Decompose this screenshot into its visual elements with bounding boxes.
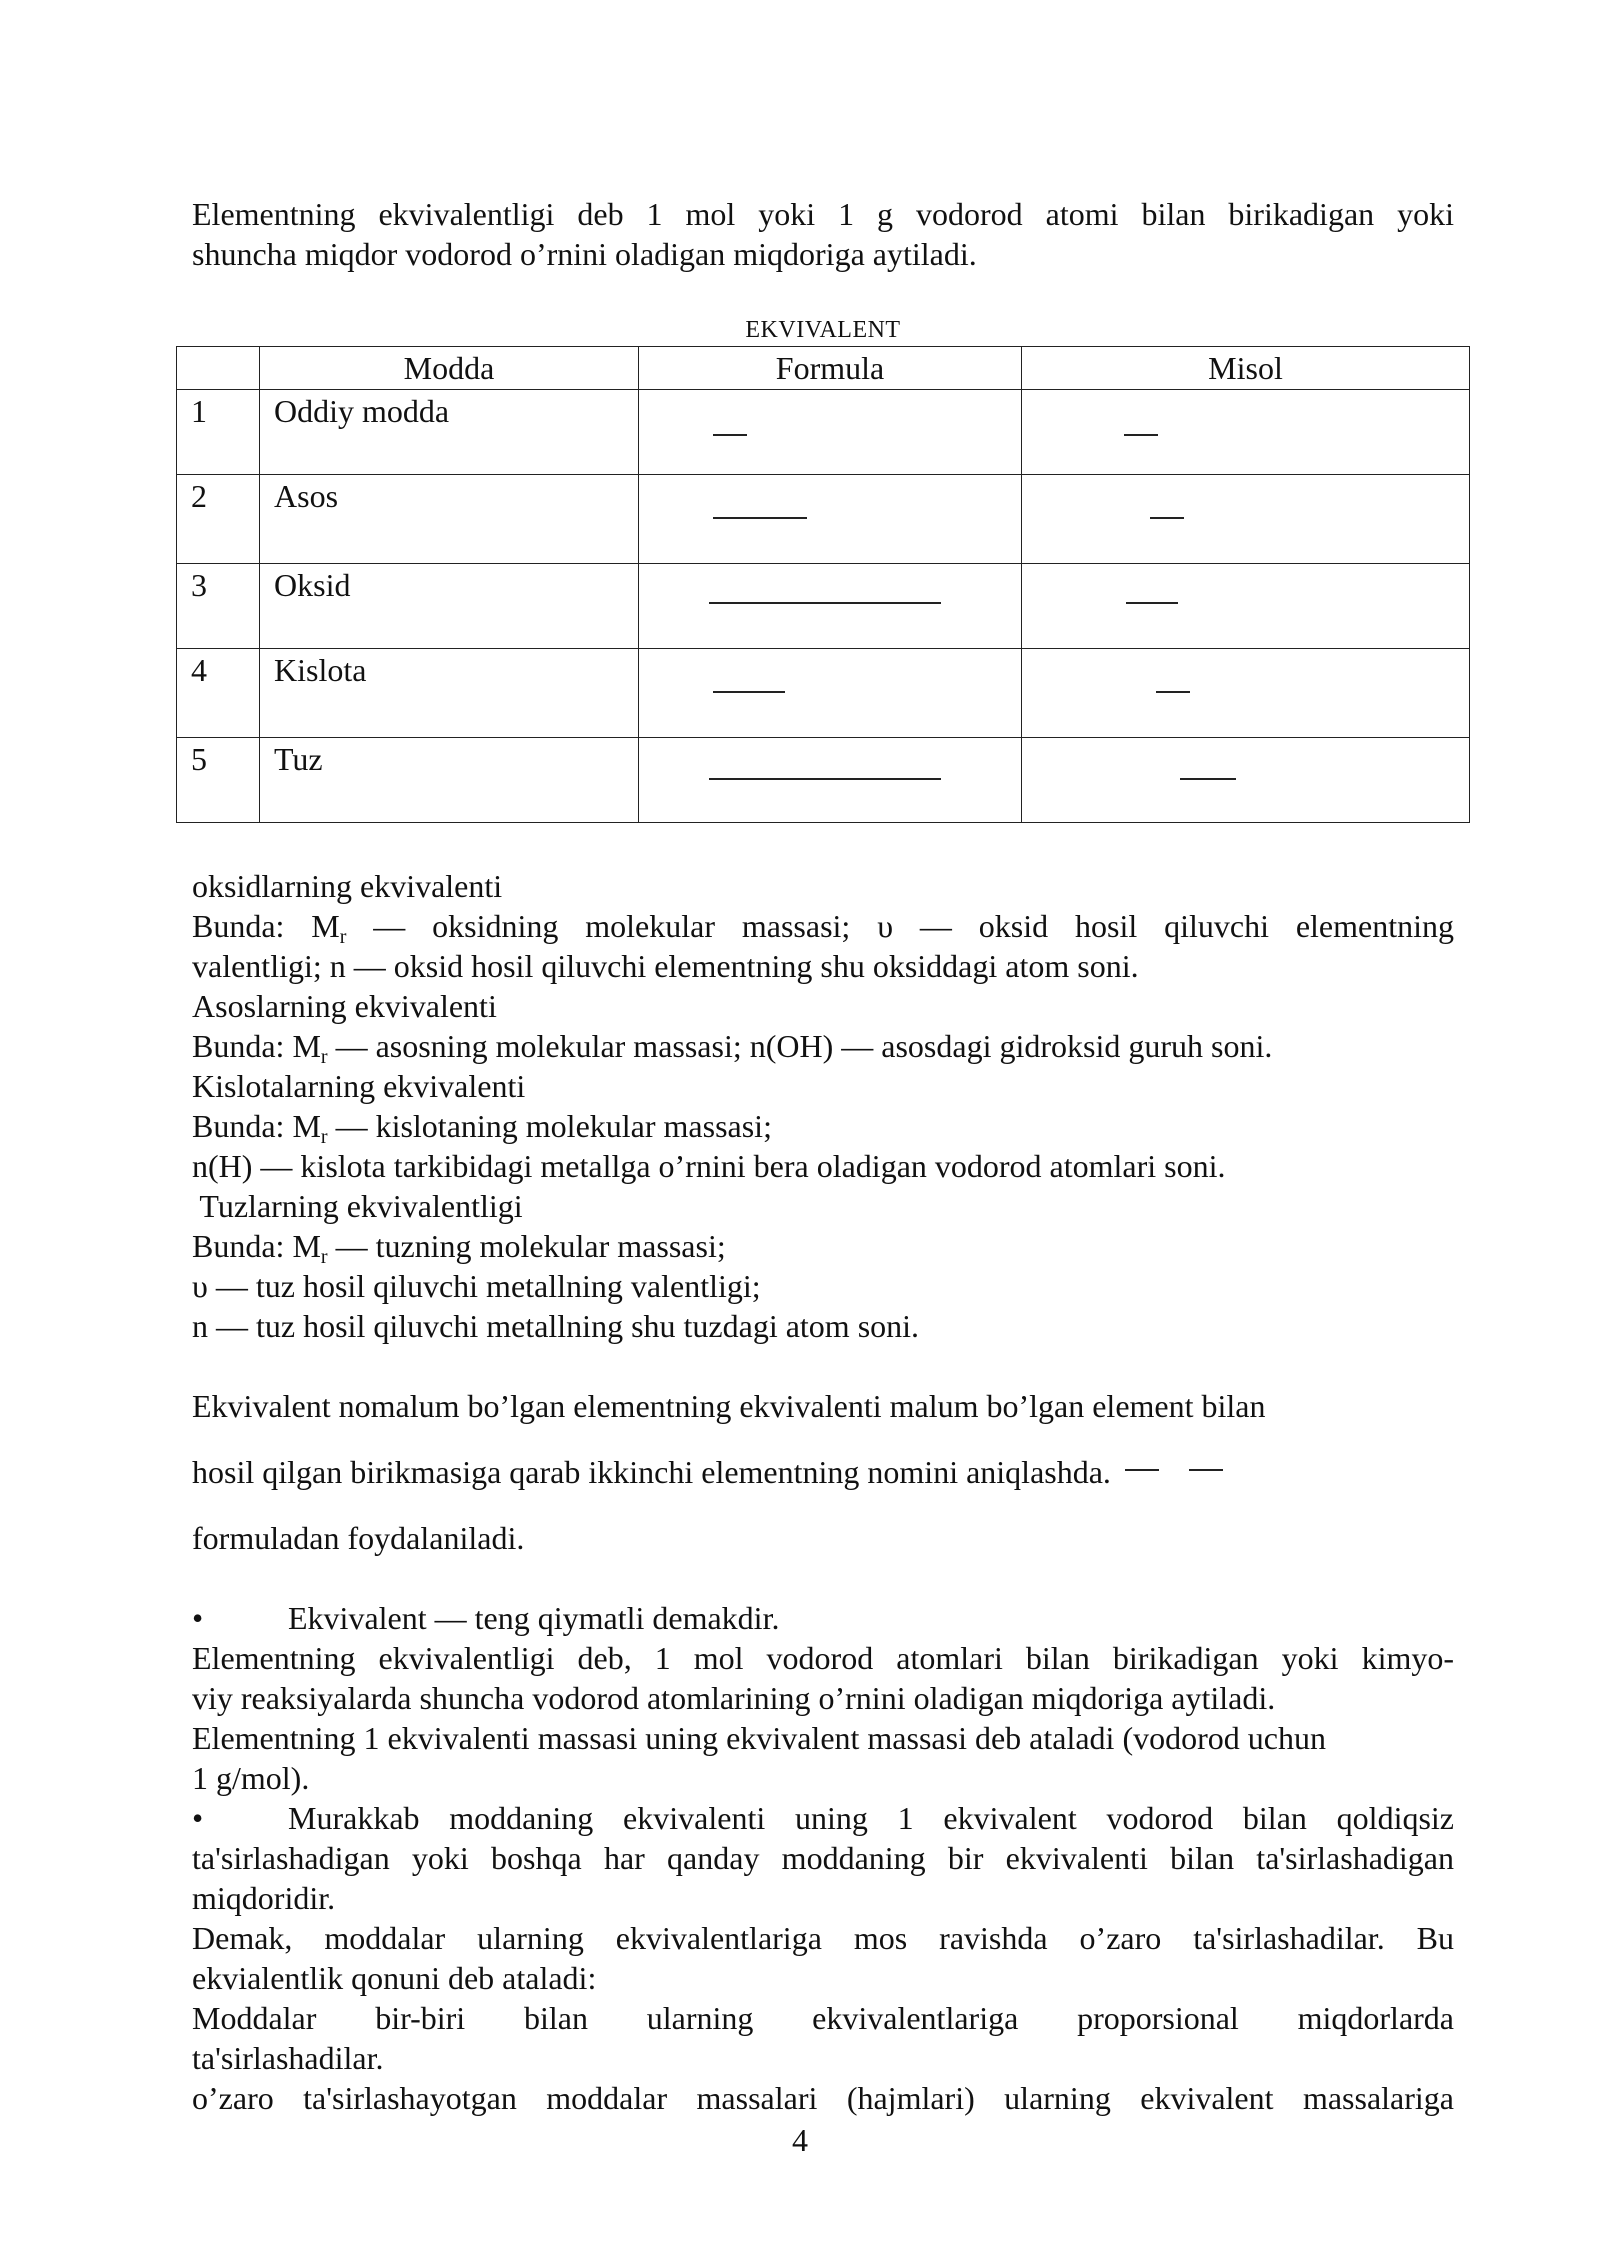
formula-blank xyxy=(713,691,785,693)
table-caption: EKVIVALENT xyxy=(745,317,901,343)
definition-p4-line-2: ta'sirlashadilar. xyxy=(192,2040,384,2076)
header-example: Misol xyxy=(1022,347,1470,390)
row-num: 5 xyxy=(177,738,260,823)
table-row xyxy=(177,738,1470,823)
row-num: 2 xyxy=(177,475,260,564)
formula-blank xyxy=(1189,1469,1223,1471)
bullet-icon: • xyxy=(192,1600,204,1636)
definition-bullet-2-line-3: miqdoridir. xyxy=(192,1880,336,1916)
table-row xyxy=(177,475,1470,564)
row-substance: Oksid xyxy=(260,564,639,649)
salt-line-3: n — tuz hosil qiluvchi metallning shu tuzdagi atom soni. xyxy=(192,1308,920,1344)
definition-p1-line-1: Elementning ekvivalentligi deb, 1 mol vodorod atomlari bilan birikadigan yoki kimyo- xyxy=(192,1640,1454,1676)
bullet-icon: • xyxy=(192,1800,204,1836)
page-number: 4 xyxy=(792,2122,808,2158)
formula-blank xyxy=(1125,1469,1159,1471)
header-num xyxy=(177,347,260,390)
definition-p4-line-1: Moddalar bir-biri bilan ularning ekvivalentlariga proporsional miqdorlarda xyxy=(192,2000,1454,2036)
row-substance: Kislota xyxy=(260,649,639,738)
formula-cell xyxy=(639,390,1022,475)
definition-p1-line-2: viy reaksiyalarda shuncha vodorod atomlarining o’rnini oladigan miqdoriga aytiladi. xyxy=(192,1680,1276,1716)
equivalent-table xyxy=(176,346,1470,823)
acid-line-2: n(H) — kislota tarkibidagi metallga o’rnini bera oladigan vodorod atomlari soni. xyxy=(192,1148,1226,1184)
definition-bullet-1: • Ekvivalent — teng qiymatli demakdir. xyxy=(192,1600,780,1636)
definition-p2-line-1: Elementning 1 ekvivalenti massasi uning ekvivalent massasi deb ataladi (vodorod uchun xyxy=(192,1720,1326,1756)
table-row xyxy=(177,564,1470,649)
unknown-line-1: Ekvivalent nomalum bo’lgan elementning ekvivalenti malum bo’lgan element bilan xyxy=(192,1388,1266,1424)
example-cell xyxy=(1022,475,1470,564)
table-row xyxy=(177,649,1470,738)
definition-bullet-2-line-1: • Murakkab moddaning ekvivalenti uning 1 ekvivalent vodorod bilan qoldiqsiz xyxy=(192,1800,1454,1836)
base-line: Bunda: Mr — asosning molekular massasi; n(OH) — asosdagi gidroksid guruh soni. xyxy=(192,1028,1273,1068)
row-num: 1 xyxy=(177,390,260,475)
intro-line-2: shuncha miqdor vodorod o’rnini oladigan miqdoriga aytiladi. xyxy=(192,236,977,272)
definition-p3-line-1: Demak, moddalar ularning ekvivalentlariga mos ravishda o’zaro ta'sirlashadilar. Bu xyxy=(192,1920,1454,1956)
base-title: Asoslarning ekvivalenti xyxy=(192,988,497,1024)
acid-line-1: Bunda: Mr — kislotaning molekular massasi; xyxy=(192,1108,772,1148)
definition-p2-line-2: 1 g/mol). xyxy=(192,1760,310,1796)
formula-cell xyxy=(639,649,1022,738)
example-cell xyxy=(1022,738,1470,823)
example-cell xyxy=(1022,390,1470,475)
row-num: 4 xyxy=(177,649,260,738)
acid-title: Kislotalarning ekvivalenti xyxy=(192,1068,526,1104)
unknown-line-2: hosil qilgan birikmasiga qarab ikkinchi elementning nomini aniqlashda. xyxy=(192,1452,1454,1492)
definition-bullet-2-line-2: ta'sirlashadigan yoki boshqa har qanday moddaning bir ekvivalenti bilan ta'sirlashadigan xyxy=(192,1840,1454,1876)
salt-line-2: υ — tuz hosil qiluvchi metallning valentligi; xyxy=(192,1268,761,1304)
formula-blank xyxy=(709,602,941,604)
example-blank xyxy=(1156,691,1190,693)
formula-cell xyxy=(639,475,1022,564)
table-header-row xyxy=(177,347,1470,390)
formula-blank xyxy=(713,434,747,436)
table-row xyxy=(177,390,1470,475)
row-substance: Asos xyxy=(260,475,639,564)
example-cell xyxy=(1022,649,1470,738)
oxide-line-2: valentligi; n — oksid hosil qiluvchi elementning shu oksiddagi atom soni. xyxy=(192,948,1139,984)
header-formula: Formula xyxy=(639,347,1022,390)
row-substance: Tuz xyxy=(260,738,639,823)
row-num: 3 xyxy=(177,564,260,649)
unknown-line-3: formuladan foydalaniladi. xyxy=(192,1520,525,1556)
example-blank xyxy=(1180,778,1236,780)
example-blank xyxy=(1124,434,1158,436)
formula-cell xyxy=(639,564,1022,649)
intro-line-1: Elementning ekvivalentligi deb 1 mol yoki 1 g vodorod atomi bilan birikadigan yoki xyxy=(192,196,1454,232)
salt-title: Tuzlarning ekvivalentligi xyxy=(192,1188,523,1224)
example-cell xyxy=(1022,564,1470,649)
formula-blank xyxy=(709,778,941,780)
oxide-line-1: Bunda: Mr — oksidning molekular massasi; υ — oksid hosil qiluvchi elementning xyxy=(192,908,1455,948)
row-substance: Oddiy modda xyxy=(260,390,639,475)
example-blank xyxy=(1150,517,1184,519)
example-blank xyxy=(1126,602,1178,604)
definition-p3-line-2: ekvialentlik qonuni deb ataladi: xyxy=(192,1960,597,1996)
formula-cell xyxy=(639,738,1022,823)
formula-blank xyxy=(713,517,807,519)
definition-p5-line-1: o’zaro ta'sirlashayotgan moddalar massalari (hajmlari) ularning ekvivalent massalariga xyxy=(192,2080,1454,2116)
header-substance: Modda xyxy=(260,347,639,390)
oxide-title: oksidlarning ekvivalenti xyxy=(192,868,503,904)
salt-line-1: Bunda: Mr — tuzning molekular massasi; xyxy=(192,1228,726,1268)
